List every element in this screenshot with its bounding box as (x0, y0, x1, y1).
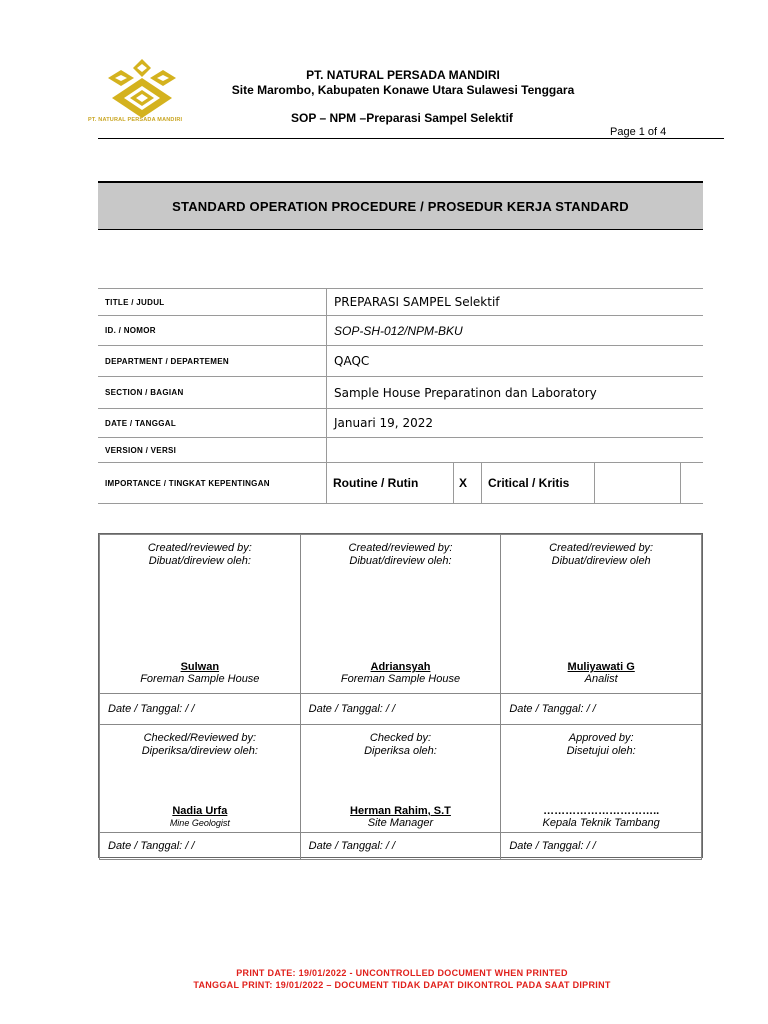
signature-date: Date / Tanggal: / / (100, 694, 301, 725)
site-location: Site Marombo, Kabupaten Konawe Utara Sulawesi Tenggara (231, 83, 575, 97)
signature-cell (100, 535, 301, 694)
info-value: Januari 19, 2022 (334, 416, 433, 430)
signature-date-row (100, 833, 702, 860)
signatory-title: Kepala Teknik Tambang (542, 817, 660, 829)
signatory-title: Foreman Sample House (140, 673, 260, 685)
signatory-title: Analist (584, 673, 618, 685)
signature-cell (501, 725, 702, 833)
info-row-section (98, 377, 703, 409)
signatory-title: Foreman Sample House (340, 673, 461, 685)
signatory-title: Site Manager (367, 817, 434, 829)
importance-critical-mark (595, 463, 681, 503)
signatory-name: Herman Rahim, S.T (350, 805, 451, 817)
document-info-table (98, 288, 703, 504)
importance-routine-mark: X (454, 463, 482, 503)
signature-row (100, 725, 702, 833)
signature-role: Created/reviewed by: Dibuat/direview oleh (549, 542, 654, 567)
info-row-department (98, 346, 703, 377)
info-label: TITLE / JUDUL (98, 289, 327, 315)
signatory-title: Mine Geologist (169, 818, 230, 828)
info-label: ID. / NOMOR (98, 316, 327, 345)
signatory-name: Adriansyah (370, 661, 431, 673)
info-label: DATE / TANGGAL (98, 409, 327, 437)
signature-role: Approved by: Disetujui oleh: (566, 732, 636, 757)
signature-date: Date / Tanggal: / / (100, 833, 301, 860)
signatory-name: ………………………….. (543, 805, 660, 817)
document-banner: STANDARD OPERATION PROCEDURE / PROSEDUR KERJA STANDARD (98, 181, 703, 230)
info-value (327, 438, 703, 462)
signatory-name: Nadia Urfa (172, 805, 228, 817)
info-value: PREPARASI SAMPEL Selektif (334, 295, 500, 309)
signature-role: Checked by: Diperiksa oleh: (364, 732, 437, 757)
signature-date: Date / Tanggal: / / (300, 833, 501, 860)
sop-title: SOP – NPM –Preparasi Sampel Selektif (291, 111, 513, 125)
signature-cell (300, 535, 501, 694)
signature-role: Created/reviewed by: Dibuat/direview oleh: (348, 542, 453, 567)
importance-spacer (681, 463, 703, 503)
signature-date: Date / Tanggal: / / (501, 694, 702, 725)
info-row-date (98, 409, 703, 438)
signature-row (100, 535, 702, 694)
signature-cell (501, 535, 702, 694)
importance-critical: Critical / Kritis (482, 463, 595, 503)
info-row-id (98, 316, 703, 346)
info-label: IMPORTANCE / TINGKAT KEPENTINGAN (98, 463, 327, 503)
signature-role: Checked/Reviewed by: Diperiksa/direview oleh: (141, 732, 258, 757)
signature-cell (100, 725, 301, 833)
header-divider (98, 138, 724, 139)
info-label: VERSION / VERSI (98, 438, 327, 462)
importance-routine: Routine / Rutin (327, 463, 454, 503)
company-name: PT. NATURAL PERSADA MANDIRI (306, 68, 500, 82)
info-value: QAQC (334, 354, 370, 368)
page-number: Page 1 of 4 (610, 126, 667, 138)
info-row-version (98, 438, 703, 463)
print-notice-indonesian: TANGGAL PRINT: 19/01/2022 – DOCUMENT TIDAK DAPAT DIKONTROL PADA SAAT DIPRINT (193, 980, 611, 990)
info-label: DEPARTMENT / DEPARTEMEN (98, 346, 327, 376)
print-notice-english: PRINT DATE: 19/01/2022 - UNCONTROLLED DOCUMENT WHEN PRINTED (236, 968, 568, 978)
signature-date: Date / Tanggal: / / (501, 833, 702, 860)
signature-date: Date / Tanggal: / / (300, 694, 501, 725)
info-value: Sample House Preparatinon dan Laboratory (334, 385, 597, 400)
logo-caption: PT. NATURAL PERSADA MANDIRI (88, 117, 183, 123)
info-row-title (98, 288, 703, 316)
info-label: SECTION / BAGIAN (98, 377, 327, 408)
signatory-name: Muliyawati G (567, 661, 635, 673)
signature-date-row (100, 694, 702, 725)
info-row-importance (98, 463, 703, 504)
signatory-name: Sulwan (180, 661, 220, 673)
signature-table (98, 533, 703, 858)
signature-cell (300, 725, 501, 833)
signature-role: Created/reviewed by: Dibuat/direview oleh: (147, 542, 252, 567)
info-value: SOP-SH-012/NPM-BKU (334, 323, 463, 338)
